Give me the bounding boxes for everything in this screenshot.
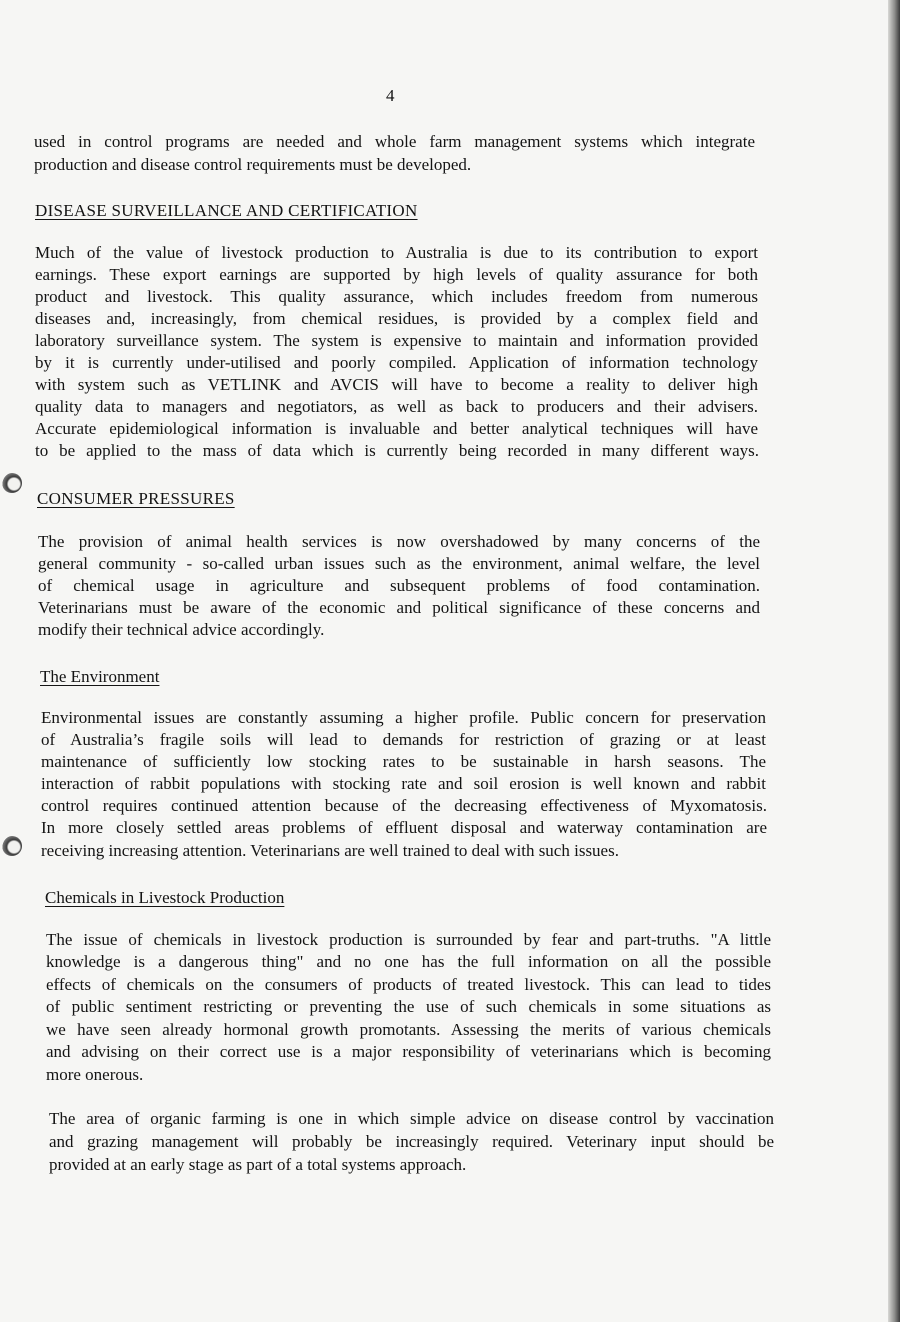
body-line: receiving increasing attention. Veterinarians are well trained to deal with such issues. bbox=[41, 841, 619, 860]
section-heading-consumer-pressures: CONSUMER PRESSURES bbox=[37, 489, 235, 508]
section-heading-disease-surveillance: DISEASE SURVEILLANCE AND CERTIFICATION bbox=[35, 201, 418, 220]
body-line: to be applied to the mass of data which is currently being recorded in many different ways. bbox=[35, 441, 759, 460]
body-line: laboratory surveillance system. The system is expensive to maintain and information provided bbox=[35, 331, 758, 350]
body-line: with system such as VETLINK and AVCIS will have to become a reality to deliver high bbox=[35, 375, 758, 394]
body-line: modify their technical advice accordingly. bbox=[38, 620, 325, 639]
subsection-heading-chemicals: Chemicals in Livestock Production bbox=[45, 888, 285, 907]
body-line: of public sentiment restricting or preventing the use of such chemicals in some situations as bbox=[46, 997, 771, 1016]
body-line: The provision of animal health services is now overshadowed by many concerns of the bbox=[38, 532, 760, 551]
body-line: production and disease control requirements must be developed. bbox=[34, 155, 472, 174]
body-line: diseases and, increasingly, from chemical residues, is provided by a complex field and bbox=[35, 309, 758, 328]
page-number: 4 bbox=[386, 86, 395, 105]
body-line: product and livestock. This quality assurance, which includes freedom from numerous bbox=[35, 287, 758, 306]
body-line: interaction of rabbit populations with stocking rate and soil erosion is well known and rabbit bbox=[41, 774, 766, 793]
body-line: provided at an early stage as part of a total systems approach. bbox=[49, 1155, 467, 1174]
body-line: effects of chemicals on the consumers of products of treated livestock. This can lead to tides bbox=[46, 975, 771, 994]
body-line: of chemical usage in agriculture and subsequent problems of food contamination. bbox=[38, 576, 760, 595]
body-line: more onerous. bbox=[46, 1065, 144, 1084]
body-line: maintenance of sufficiently low stocking rates to be sustainable in harsh seasons. The bbox=[41, 752, 766, 771]
body-line: we have seen already hormonal growth promotants. Assessing the merits of various chemicals bbox=[46, 1020, 771, 1039]
body-line: and grazing management will probably be increasingly required. Veterinary input should be bbox=[49, 1132, 774, 1151]
body-line: In more closely settled areas problems of effluent disposal and waterway contamination are bbox=[41, 818, 767, 837]
binder-hole-icon bbox=[2, 473, 22, 493]
body-line: The issue of chemicals in livestock production is surrounded by fear and part-truths. "A little bbox=[46, 930, 771, 949]
binder-hole-icon bbox=[2, 836, 22, 856]
body-line: used in control programs are needed and whole farm management systems which integrate bbox=[34, 132, 755, 151]
body-line: Accurate epidemiological information is invaluable and better analytical techniques will have bbox=[35, 419, 758, 438]
page-edge-shadow bbox=[888, 0, 900, 1322]
body-line: by it is currently under-utilised and poorly compiled. Application of information technology bbox=[35, 353, 758, 372]
body-line: general community - so-called urban issues such as the environment, animal welfare, the level bbox=[38, 554, 760, 573]
body-line: Environmental issues are constantly assuming a higher profile. Public concern for preservation bbox=[41, 708, 766, 727]
body-line: Much of the value of livestock production to Australia is due to its contribution to export bbox=[35, 243, 758, 262]
body-line: quality data to managers and negotiators, as well as back to producers and their advisers. bbox=[35, 397, 758, 416]
body-line: knowledge is a dangerous thing" and no one has the full information on all the possible bbox=[46, 952, 771, 971]
body-line: control requires continued attention because of the decreasing effectiveness of Myxomatosis. bbox=[41, 796, 767, 815]
body-line: and advising on their correct use is a major responsibility of veterinarians which is becoming bbox=[46, 1042, 771, 1061]
subsection-heading-environment: The Environment bbox=[40, 667, 160, 686]
body-line: of Australia’s fragile soils will lead to demands for restriction of grazing or at least bbox=[41, 730, 766, 749]
body-line: Veterinarians must be aware of the economic and political significance of these concerns and bbox=[38, 598, 760, 617]
body-line: The area of organic farming is one in which simple advice on disease control by vaccination bbox=[49, 1109, 774, 1128]
body-line: earnings. These export earnings are supported by high levels of quality assurance for both bbox=[35, 265, 758, 284]
